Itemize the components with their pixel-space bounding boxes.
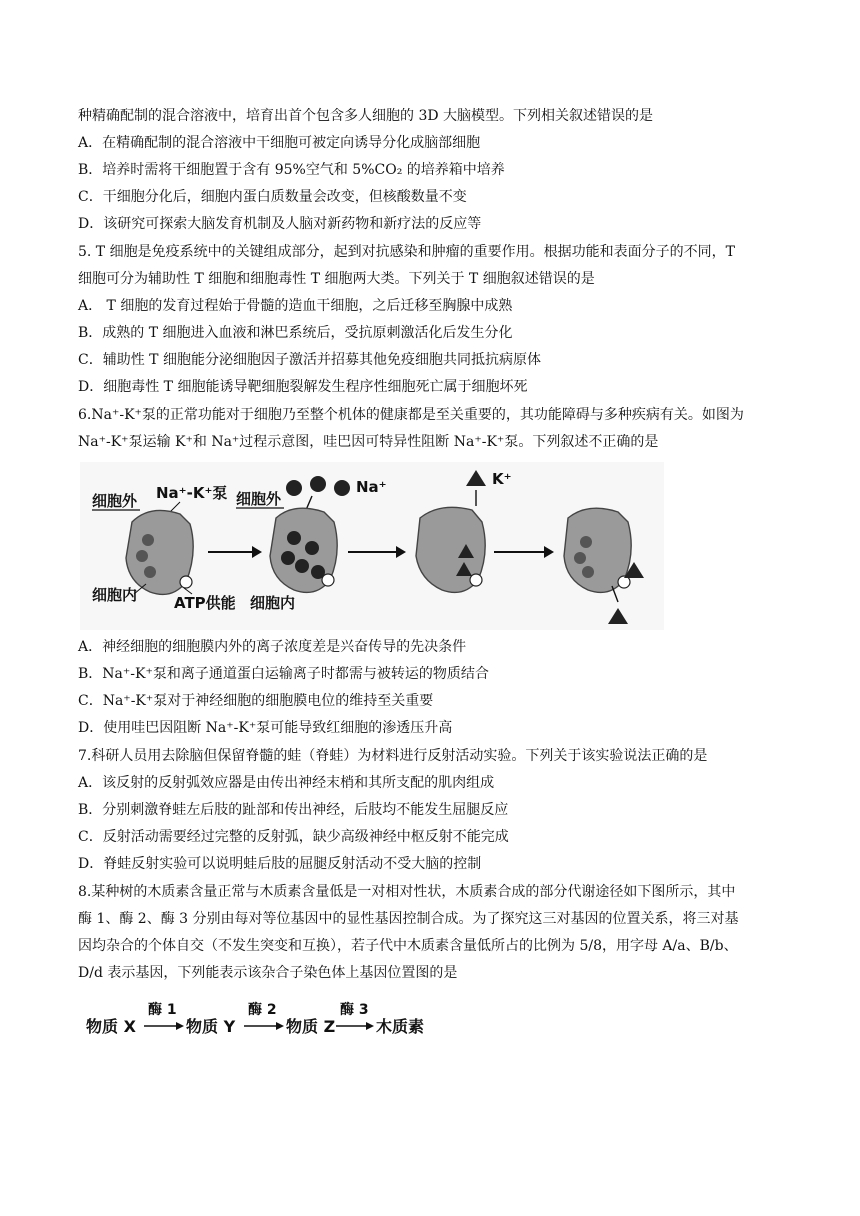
fig-pump-label: Na⁺-K⁺泵	[156, 484, 228, 502]
pathway-substance-z: 物质 Z	[286, 1017, 336, 1036]
na-ion	[310, 476, 326, 492]
q5-option-b: B．成熟的 T 细胞进入血液和淋巴系统后，受抗原刺激活化后发生分化	[78, 325, 513, 341]
fig-inside-label-1: 细胞内	[92, 586, 138, 604]
q7-option-d: D．脊蛙反射实验可以说明蛙后肢的屈腿反射活动不受大脑的控制	[78, 856, 482, 872]
pathway-substance-x: 物质 X	[86, 1017, 136, 1036]
arrow-3	[494, 546, 554, 558]
q4-option-c: C．干细胞分化后，细胞内蛋白质数量会改变，但核酸数量不变	[78, 189, 467, 205]
q4-stem: 种精确配制的混合溶液中，培育出首个包含多人细胞的 3D 大脑模型。下列相关叙述错误的是	[78, 108, 654, 124]
pathway-arrow-3	[336, 1022, 374, 1030]
q7-option-a: A．该反射的反射弧效应器是由传出神经末梢和其所支配的肌肉组成	[78, 775, 495, 791]
na-ion	[334, 480, 350, 496]
fig-atp-label: ATP供能	[174, 594, 236, 612]
q4-option-d: D．该研究可探索大脑发育机制及人脑对新药物和新疗法的反应等	[78, 216, 482, 232]
pathway-substance-y: 物质 Y	[186, 1017, 236, 1036]
pump-protein-stage4	[564, 508, 644, 624]
arrow-2	[348, 546, 406, 558]
fig-k-label: K⁺	[492, 470, 512, 488]
q6-stem-line2: Na⁺-K⁺泵运输 K⁺和 Na⁺过程示意图，哇巴因可特异性阻断 Na⁺-K⁺泵。下列叙述不正确的是	[78, 434, 659, 450]
q7-stem: 7.科研人员用去除脑但保留脊髓的蛙（脊蛙）为材料进行反射活动实验。下列关于该实验说法正确的是	[78, 748, 708, 764]
q6-option-c: C．Na⁺-K⁺泵对于神经细胞的细胞膜电位的维持至关重要	[78, 693, 434, 709]
q8-stem-line2: 酶 1、酶 2、酶 3 分别由每对等位基因中的显性基因控制合成。为了探究这三对基因的位置关系，将三对基	[78, 911, 739, 927]
pump-protein-stage1	[126, 510, 193, 594]
na-k-pump-diagram	[80, 462, 664, 630]
pathway-enzyme-2: 酶 2	[248, 1002, 277, 1018]
fig-outside-label-2: 细胞外	[236, 490, 282, 508]
fig-inside-label-2: 细胞内	[250, 594, 296, 612]
k-ion-marker	[466, 470, 486, 486]
pathway-arrow-1	[144, 1022, 184, 1030]
lignin-pathway-diagram	[80, 998, 440, 1040]
na-ion	[286, 480, 302, 496]
q6-option-a: A．神经细胞的细胞膜内外的离子浓度差是兴奋传导的先决条件	[78, 639, 467, 655]
q4-option-b: B．培养时需将干细胞置于含有 95%空气和 5%CO₂ 的培养箱中培养	[78, 162, 505, 178]
arrow-1	[208, 546, 262, 558]
q6-option-b: B．Na⁺-K⁺泵和离子通道蛋白运输离子时都需与被转运的物质结合	[78, 666, 489, 682]
q6-option-d: D．使用哇巴因阻断 Na⁺-K⁺泵可能导致红细胞的渗透压升高	[78, 720, 453, 736]
fig-na-label: Na⁺	[356, 478, 387, 496]
q7-option-c: C．反射活动需要经过完整的反射弧，缺少高级神经中枢反射不能完成	[78, 829, 509, 845]
q7-option-b: B．分别刺激脊蛙左后肢的趾部和传出神经，后肢均不能发生屈腿反应	[78, 802, 509, 818]
q5-option-c: C．辅助性 T 细胞能分泌细胞因子激活并招募其他免疫细胞共同抵抗病原体	[78, 352, 541, 368]
lignin-pathway-figure	[80, 998, 440, 1040]
q5-stem-line1: 5. T 细胞是免疫系统中的关键组成部分，起到对抗感染和肿瘤的重要作用。根据功能和表面分子的不同，T	[78, 244, 735, 260]
pump-protein-stage2	[270, 508, 337, 592]
fig-outside-label-1: 细胞外	[92, 492, 138, 510]
q5-stem-line2: 细胞可分为辅助性 T 细胞和细胞毒性 T 细胞两大类。下列关于 T 细胞叙述错误的是	[78, 271, 595, 287]
pathway-lignin: 木质素	[376, 1017, 425, 1036]
q6-stem-line1: 6.Na⁺-K⁺泵的正常功能对于细胞乃至整个机体的健康都是至关重要的，其功能障碍与多种疾病有关。如图为	[78, 407, 744, 423]
q5-option-a: A． T 细胞的发育过程始于骨髓的造血干细胞，之后迁移至胸腺中成熟	[78, 298, 513, 314]
q5-option-d: D．细胞毒性 T 细胞能诱导靶细胞裂解发生程序性细胞死亡属于细胞坏死	[78, 379, 528, 395]
q8-stem-line3: 因均杂合的个体自交（不发生突变和互换），若子代中木质素含量低所占的比例为 5/8，用字母 A/a、B/b、	[78, 938, 738, 954]
pathway-enzyme-1: 酶 1	[148, 1002, 177, 1018]
q4-option-a: A．在精确配制的混合溶液中干细胞可被定向诱导分化成脑部细胞	[78, 135, 481, 151]
q8-stem-line1: 8.某种树的木质素含量正常与木质素含量低是一对相对性状，木质素合成的部分代谢途径如下图所示，其中	[78, 884, 736, 900]
pathway-enzyme-3: 酶 3	[340, 1002, 369, 1018]
na-k-pump-figure	[80, 462, 664, 630]
pump-protein-stage3	[416, 507, 485, 592]
pathway-arrow-2	[244, 1022, 284, 1030]
q8-stem-line4: D/d 表示基因，下列能表示该杂合子染色体上基因位置图的是	[78, 965, 458, 981]
